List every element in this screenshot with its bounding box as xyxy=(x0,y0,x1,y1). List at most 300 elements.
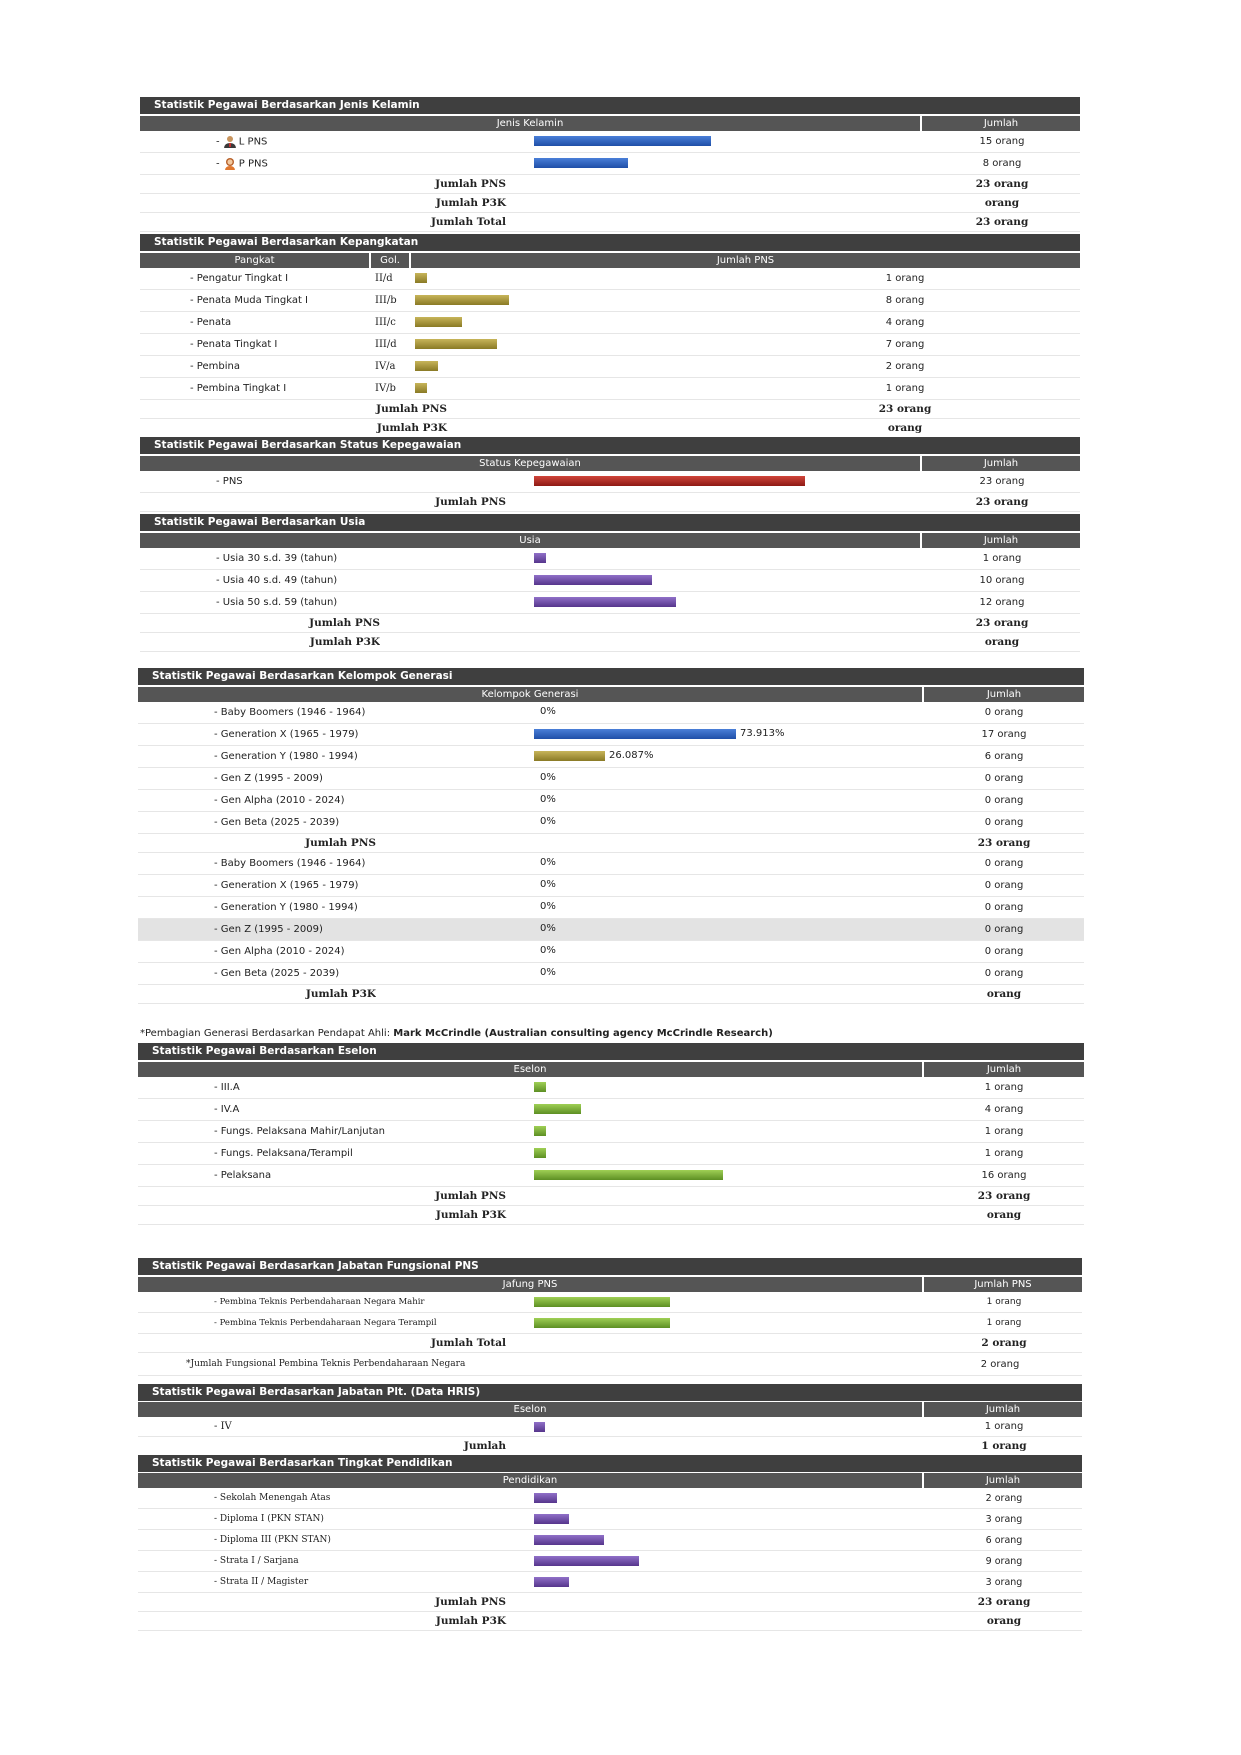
summary-value: orang xyxy=(986,1615,1022,1627)
row-label: - Gen Beta (2025 - 2039) xyxy=(214,968,340,979)
summary-spacer xyxy=(376,985,926,1003)
bar-value xyxy=(534,575,652,585)
bar-cell xyxy=(415,356,845,377)
bar-cell xyxy=(534,1121,926,1142)
percent-label: 26.087% xyxy=(609,750,654,761)
header-eselon: Eselon xyxy=(138,1402,922,1417)
eselon-summary xyxy=(138,1187,1084,1225)
row-label-text: Gen Z (1995 - 2009) xyxy=(220,773,323,784)
rank-gol: IV/a xyxy=(375,361,396,372)
row-label: - Gen Z (1995 - 2009) xyxy=(214,773,323,784)
bar-cell xyxy=(534,131,924,152)
row-count: 15 orang xyxy=(979,136,1025,147)
row-label-text: Gen Z (1995 - 2009) xyxy=(220,924,323,935)
row-count: 3 orang xyxy=(985,1513,1023,1525)
summary-row xyxy=(138,1593,1082,1612)
bar-value xyxy=(534,476,805,486)
row-label-text: Gen Alpha (2010 - 2024) xyxy=(220,946,345,957)
row-count: 0 orang xyxy=(984,858,1024,869)
summary-spacer xyxy=(534,213,924,231)
summary-row xyxy=(140,493,1080,512)
rank-summary xyxy=(140,400,1080,438)
summary-row xyxy=(140,175,1080,194)
bar-value xyxy=(534,597,676,607)
summary-row xyxy=(140,400,1080,419)
row-label-text: Generation Y (1980 - 1994) xyxy=(220,902,358,913)
row-label-text: Gen Alpha (2010 - 2024) xyxy=(220,795,345,806)
table-row xyxy=(140,378,1080,400)
row-count: 1 orang xyxy=(984,1421,1024,1432)
bar-cell xyxy=(534,592,924,613)
bar-value xyxy=(534,1577,569,1587)
bar-cell xyxy=(534,471,924,492)
row-count: 23 orang xyxy=(979,476,1025,487)
row-count: 4 orang xyxy=(885,317,925,328)
percent-label: 0% xyxy=(540,857,556,868)
summary-spacer xyxy=(447,400,845,418)
row-label: - Usia 40 s.d. 49 (tahun) xyxy=(216,575,338,586)
header-jumlah: Jumlah xyxy=(922,533,1080,548)
summary-row xyxy=(138,1334,1082,1353)
row-label: - Baby Boomers (1946 - 1964) xyxy=(214,707,366,718)
row-count: 10 orang xyxy=(979,575,1025,586)
gender-summary xyxy=(140,175,1080,232)
summary-value: 23 orang xyxy=(977,837,1031,849)
row-label: - Pembina Teknis Perbendaharaan Negara Terampil xyxy=(214,1318,437,1328)
bar-cell xyxy=(534,746,926,767)
row-label-text: P PNS xyxy=(238,158,268,170)
table-row xyxy=(138,897,1084,919)
header-status: Status Kepegawaian xyxy=(140,456,920,471)
generation-pns-rows xyxy=(138,702,1084,834)
row-count: 6 orang xyxy=(985,1534,1023,1546)
percent-label: 0% xyxy=(540,967,556,978)
jafung-summary xyxy=(138,1334,1082,1353)
row-count: 2 orang xyxy=(885,361,925,372)
bar-cell xyxy=(534,768,926,789)
section-title: Statistik Pegawai Berdasarkan Tingkat Pendidikan xyxy=(138,1455,1082,1472)
header-jumlah-pns: Jumlah PNS xyxy=(924,1277,1082,1292)
row-label: - Diploma I (PKN STAN) xyxy=(214,1514,324,1524)
summary-label: Jumlah P3K xyxy=(435,1209,506,1221)
note-source: Mark McCrindle (Australian consulting agency McCrindle Research) xyxy=(393,1028,773,1039)
row-count: 1 orang xyxy=(885,383,925,394)
bar-cell xyxy=(534,1551,926,1571)
summary-value: 23 orang xyxy=(975,617,1029,629)
section-eselon xyxy=(138,1043,1084,1225)
table-header xyxy=(138,1062,1084,1077)
row-label-text: Usia 40 s.d. 49 (tahun) xyxy=(222,575,338,586)
row-count: 16 orang xyxy=(981,1170,1027,1181)
section-education xyxy=(138,1455,1082,1631)
status-summary xyxy=(140,493,1080,512)
summary-value: orang xyxy=(986,1209,1022,1221)
summary-label: Jumlah PNS xyxy=(305,837,376,849)
row-label-text: Usia 50 s.d. 59 (tahun) xyxy=(222,597,338,608)
header-jumlah: Jumlah xyxy=(922,456,1080,471)
rank-name: - Penata Muda Tingkat I xyxy=(190,295,308,306)
table-header xyxy=(140,533,1080,548)
table-row xyxy=(138,1530,1082,1551)
bar-cell xyxy=(415,290,845,311)
bar-cell xyxy=(534,1509,926,1529)
row-label-text: IV.A xyxy=(220,1104,240,1115)
jafung-note: *Jumlah Fungsional Pembina Teknis Perbendaharaan Negara xyxy=(186,1359,466,1369)
row-count: 3 orang xyxy=(985,1576,1023,1588)
summary-value: orang xyxy=(984,197,1020,209)
summary-spacer xyxy=(447,419,845,437)
table-row xyxy=(140,290,1080,312)
rank-name: - Penata Tingkat I xyxy=(190,339,278,350)
bar-cell xyxy=(534,1572,926,1592)
percent-label: 0% xyxy=(540,772,556,783)
bar-cell xyxy=(534,1165,926,1186)
table-row xyxy=(138,941,1084,963)
summary-row xyxy=(138,1437,1082,1456)
bar-cell xyxy=(534,1530,926,1550)
table-row xyxy=(140,548,1080,570)
table-row xyxy=(138,1121,1084,1143)
header-jumlah: Jumlah xyxy=(922,116,1080,131)
table-header xyxy=(138,1277,1082,1292)
summary-spacer xyxy=(534,493,924,511)
percent-label: 0% xyxy=(540,706,556,717)
row-label-text: Strata I / Sarjana xyxy=(219,1556,299,1566)
summary-label: Jumlah PNS xyxy=(376,403,447,415)
percent-label: 0% xyxy=(540,816,556,827)
percent-label: 0% xyxy=(540,879,556,890)
eselon-rows xyxy=(138,1077,1084,1187)
table-row xyxy=(138,1551,1082,1572)
rank-name-text: Pembina xyxy=(196,361,240,372)
table-row xyxy=(138,919,1084,941)
row-count: 0 orang xyxy=(984,773,1024,784)
summary-spacer xyxy=(380,633,924,651)
bar-value xyxy=(415,361,438,371)
row-label-text: Usia 30 s.d. 39 (tahun) xyxy=(222,553,338,564)
jafung-note-value: 2 orang xyxy=(980,1358,1020,1370)
summary-value: 23 orang xyxy=(975,496,1029,508)
section-status xyxy=(140,437,1080,512)
table-row xyxy=(140,356,1080,378)
table-row xyxy=(138,1077,1084,1099)
row-count: 17 orang xyxy=(981,729,1027,740)
percent-label: 0% xyxy=(540,923,556,934)
summary-row xyxy=(140,213,1080,232)
row-label-text: Fungs. Pelaksana Mahir/Lanjutan xyxy=(220,1126,385,1137)
rank-name: - Pengatur Tingkat I xyxy=(190,273,289,284)
row-count: 7 orang xyxy=(885,339,925,350)
bar-cell xyxy=(534,812,926,833)
bar-value xyxy=(534,1104,581,1114)
table-row xyxy=(138,1292,1082,1313)
row-count: 9 orang xyxy=(985,1555,1023,1567)
section-age xyxy=(140,514,1080,652)
row-label-text: Pelaksana xyxy=(220,1170,272,1181)
summary-label: Jumlah P3K xyxy=(305,988,376,1000)
bar-cell xyxy=(534,790,926,811)
bar-cell xyxy=(534,1488,926,1508)
summary-label: Jumlah P3K xyxy=(309,636,380,648)
header-pangkat: Pangkat xyxy=(140,253,369,268)
table-row xyxy=(140,268,1080,290)
table-header xyxy=(140,456,1080,471)
section-rank xyxy=(140,234,1080,438)
summary-spacer xyxy=(380,614,924,632)
row-label-text: PNS xyxy=(222,476,243,487)
bar-cell xyxy=(534,1292,926,1312)
generation-pns-summary xyxy=(138,834,1084,853)
row-label: - Strata II / Magister xyxy=(214,1577,309,1587)
bar-cell xyxy=(534,702,926,723)
bar-cell xyxy=(415,334,845,355)
bar-value xyxy=(415,383,427,393)
bar-cell xyxy=(415,378,845,399)
table-row xyxy=(138,746,1084,768)
bar-value xyxy=(534,729,736,739)
row-count: 0 orang xyxy=(984,795,1024,806)
summary-value: orang xyxy=(984,636,1020,648)
rank-name-text: Penata Tingkat I xyxy=(196,339,278,350)
table-row xyxy=(138,1099,1084,1121)
table-row xyxy=(138,853,1084,875)
row-label: - IV xyxy=(214,1421,232,1432)
row-label-text: Gen Beta (2025 - 2039) xyxy=(220,968,340,979)
summary-spacer xyxy=(534,194,924,212)
jafung-note-row xyxy=(138,1353,1082,1376)
summary-spacer xyxy=(534,1612,926,1630)
row-label-text: Pembina Teknis Perbendaharaan Negara Terampil xyxy=(219,1318,437,1328)
section-title: Statistik Pegawai Berdasarkan Jabatan Plt. (Data HRIS) xyxy=(138,1384,1082,1401)
bar-value xyxy=(415,339,497,349)
header-jenis-kelamin: Jenis Kelamin xyxy=(140,116,920,131)
table-row xyxy=(138,1165,1084,1187)
section-title: Statistik Pegawai Berdasarkan Usia xyxy=(140,514,1080,531)
row-label: - Pembina Teknis Perbendaharaan Negara Mahir xyxy=(214,1297,425,1307)
row-label: - Usia 30 s.d. 39 (tahun) xyxy=(216,553,338,564)
summary-row xyxy=(140,633,1080,652)
row-label: - Generation Y (1980 - 1994) xyxy=(214,902,358,913)
section-plt xyxy=(138,1384,1082,1456)
summary-value: orang xyxy=(986,988,1022,1000)
header-usia: Usia xyxy=(140,533,920,548)
row-count: 4 orang xyxy=(984,1104,1024,1115)
table-row xyxy=(138,1488,1082,1509)
rank-name-text: Penata Muda Tingkat I xyxy=(196,295,308,306)
row-label-text: Generation X (1965 - 1979) xyxy=(220,729,359,740)
table-row xyxy=(140,592,1080,614)
row-label: - Generation X (1965 - 1979) xyxy=(214,880,359,891)
section-gender xyxy=(140,97,1080,232)
rank-name-text: Pembina Tingkat I xyxy=(196,383,287,394)
section-title: Statistik Pegawai Berdasarkan Jabatan Fungsional PNS xyxy=(138,1258,1082,1275)
bar-cell xyxy=(534,1099,926,1120)
bar-value xyxy=(534,751,605,761)
summary-label: Jumlah Total xyxy=(430,216,506,228)
row-label: - Diploma III (PKN STAN) xyxy=(214,1535,331,1545)
summary-label: Jumlah PNS xyxy=(309,617,380,629)
table-row xyxy=(138,963,1084,985)
male-user-icon xyxy=(223,135,236,148)
row-label-text: Pembina Teknis Perbendaharaan Negara Mahir xyxy=(219,1297,425,1307)
row-label: - Usia 50 s.d. 59 (tahun) xyxy=(216,597,338,608)
summary-row xyxy=(138,985,1084,1004)
header-jumlah: Jumlah xyxy=(924,1473,1082,1488)
female-user-icon xyxy=(223,157,236,170)
table-row xyxy=(138,1572,1082,1593)
summary-value: orang xyxy=(887,422,923,434)
table-row xyxy=(138,1509,1082,1530)
table-row xyxy=(140,131,1080,153)
generation-note xyxy=(140,1028,773,1039)
rank-gol: III/b xyxy=(375,295,397,306)
row-label: - Strata I / Sarjana xyxy=(214,1556,299,1566)
summary-label: Jumlah P3K xyxy=(435,197,506,209)
plt-summary xyxy=(138,1437,1082,1456)
table-row xyxy=(138,724,1084,746)
rank-name: - Pembina Tingkat I xyxy=(190,383,287,394)
table-row xyxy=(138,1313,1082,1334)
bar-value xyxy=(534,136,711,146)
summary-label: Jumlah PNS xyxy=(435,1596,506,1608)
summary-spacer xyxy=(534,1187,926,1205)
row-count: 1 orang xyxy=(984,1126,1024,1137)
row-count: 0 orang xyxy=(984,817,1024,828)
row-count: 6 orang xyxy=(984,751,1024,762)
bar-value xyxy=(534,1126,546,1136)
header-jumlah: Jumlah xyxy=(924,687,1084,702)
summary-row xyxy=(140,419,1080,438)
row-count: 8 orang xyxy=(982,158,1022,169)
percent-label: 0% xyxy=(540,794,556,805)
jafung-rows xyxy=(138,1292,1082,1334)
summary-row xyxy=(138,1206,1084,1225)
row-count: 8 orang xyxy=(885,295,925,306)
bar-cell xyxy=(534,570,924,591)
summary-row xyxy=(138,834,1084,853)
summary-spacer xyxy=(376,834,926,852)
header-jafung: Jafung PNS xyxy=(138,1277,922,1292)
bar-cell xyxy=(415,312,845,333)
header-pendidikan: Pendidikan xyxy=(138,1473,922,1488)
section-title: Statistik Pegawai Berdasarkan Kepangkatan xyxy=(140,234,1080,251)
section-jafung xyxy=(138,1258,1082,1376)
table-row xyxy=(140,471,1080,493)
bar-cell xyxy=(534,853,926,874)
rank-gol: III/d xyxy=(375,339,397,350)
row-count: 0 orang xyxy=(984,880,1024,891)
table-row xyxy=(140,153,1080,175)
row-label: - Fungs. Pelaksana/Terampil xyxy=(214,1148,353,1159)
row-label: - Gen Z (1995 - 2009) xyxy=(214,924,323,935)
generation-p3k-summary xyxy=(138,985,1084,1004)
bar-cell xyxy=(534,153,924,174)
row-label-text: Gen Beta (2025 - 2039) xyxy=(220,817,340,828)
bar-value xyxy=(534,1422,545,1432)
age-summary xyxy=(140,614,1080,652)
summary-value: 23 orang xyxy=(975,178,1029,190)
row-count: 1 orang xyxy=(982,553,1022,564)
row-label-text: III.A xyxy=(220,1082,240,1093)
generation-p3k-rows xyxy=(138,853,1084,985)
table-header xyxy=(138,1473,1082,1488)
row-label-text: Diploma I (PKN STAN) xyxy=(219,1514,324,1524)
header-gol: Gol. xyxy=(371,253,409,268)
table-row xyxy=(138,812,1084,834)
row-count: 0 orang xyxy=(984,707,1024,718)
gender-rows xyxy=(140,131,1080,175)
bar-value xyxy=(534,1535,604,1545)
row-label-text: Generation X (1965 - 1979) xyxy=(220,880,359,891)
rank-name: - Penata xyxy=(190,317,232,328)
summary-row xyxy=(138,1187,1084,1206)
row-label: - P PNS xyxy=(216,158,268,170)
row-count: 12 orang xyxy=(979,597,1025,608)
rank-gol: III/c xyxy=(375,317,396,328)
row-label: - Fungs. Pelaksana Mahir/Lanjutan xyxy=(214,1126,385,1137)
summary-spacer xyxy=(534,1334,926,1352)
summary-row xyxy=(140,614,1080,633)
summary-row xyxy=(138,1612,1082,1631)
percent-label: 73.913% xyxy=(740,728,785,739)
section-generation xyxy=(138,668,1084,1004)
row-label-text: IV xyxy=(220,1421,232,1432)
header-generasi: Kelompok Generasi xyxy=(138,687,922,702)
summary-value: 2 orang xyxy=(981,1337,1027,1349)
row-label: - Baby Boomers (1946 - 1964) xyxy=(214,858,366,869)
header-jumlah: Jumlah xyxy=(924,1062,1084,1077)
row-label: - Pelaksana xyxy=(214,1170,272,1181)
row-label: - Generation Y (1980 - 1994) xyxy=(214,751,358,762)
rank-name-text: Pengatur Tingkat I xyxy=(196,273,289,284)
row-count: 2 orang xyxy=(985,1492,1023,1504)
bar-value xyxy=(534,1148,546,1158)
edu-summary xyxy=(138,1593,1082,1631)
table-header xyxy=(138,1402,1082,1417)
bar-value xyxy=(534,1082,546,1092)
summary-label: Jumlah xyxy=(463,1440,506,1452)
summary-value: 23 orang xyxy=(977,1190,1031,1202)
summary-spacer xyxy=(534,175,924,193)
row-label-text: L PNS xyxy=(238,136,268,148)
table-row xyxy=(138,768,1084,790)
header-jumlah: Jumlah xyxy=(924,1402,1082,1417)
summary-spacer xyxy=(534,1437,926,1455)
percent-label: 0% xyxy=(540,945,556,956)
row-count: 1 orang xyxy=(984,1082,1024,1093)
summary-label: Jumlah P3K xyxy=(376,422,447,434)
table-header xyxy=(140,116,1080,131)
bar-value xyxy=(415,273,427,283)
summary-value: 23 orang xyxy=(878,403,932,415)
summary-value: 23 orang xyxy=(977,1596,1031,1608)
bar-cell xyxy=(534,875,926,896)
section-title: Statistik Pegawai Berdasarkan Kelompok Generasi xyxy=(138,668,1084,685)
bar-cell xyxy=(534,724,926,745)
bar-cell xyxy=(534,941,926,962)
row-label: - Gen Beta (2025 - 2039) xyxy=(214,817,340,828)
percent-label: 0% xyxy=(540,901,556,912)
bar-cell xyxy=(534,1417,926,1436)
header-eselon: Eselon xyxy=(138,1062,922,1077)
rank-gol: IV/b xyxy=(375,383,396,394)
bar-cell xyxy=(534,963,926,984)
row-label-text: Strata II / Magister xyxy=(219,1577,309,1587)
row-label-text: Fungs. Pelaksana/Terampil xyxy=(220,1148,353,1159)
bar-cell xyxy=(534,548,924,569)
status-rows xyxy=(140,471,1080,493)
bar-cell xyxy=(415,268,845,289)
